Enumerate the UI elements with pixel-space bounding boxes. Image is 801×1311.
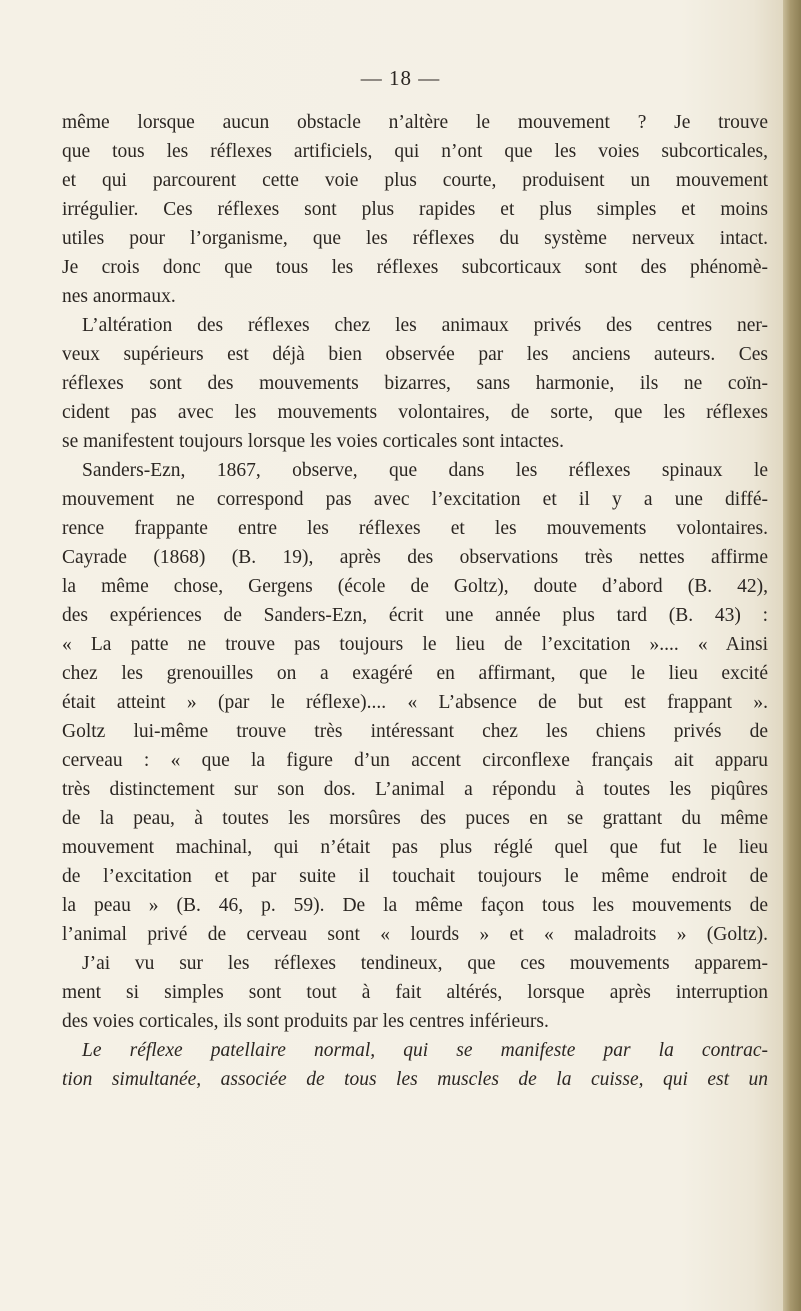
text-line: de l’excitation et par suite il touchait toujours le même endroit de [62,866,768,887]
text-line: se manifestent toujours lorsque les voies corticales sont intactes. [62,431,565,452]
text-line: des expériences de Sanders-Ezn, écrit une année plus tard (B. 43) : [62,605,768,626]
text-line: Goltz lui-même trouve très intéressant chez les chiens privés de [62,721,768,742]
text-line: Je crois donc que tous les réflexes subcorticaux sont des phénomè- [62,257,768,278]
text-line: réflexes sont des mouvements bizarres, sans harmonie, ils ne coïn- [62,373,768,394]
text-line: mouvement machinal, qui n’était pas plus réglé quel que fut le lieu [62,837,768,858]
text-line: que tous les réflexes artificiels, qui n’ont que les voies subcorticales, [62,141,768,162]
text-line: même lorsque aucun obstacle n’altère le mouvement ? Je trouve [62,112,768,133]
text-line: L’altération des réflexes chez les animaux privés des centres ner- [82,315,768,336]
text-line: tion simultanée, associée de tous les muscles de la cuisse, qui est un [62,1069,768,1090]
page-number: — 18 — [360,66,441,90]
body-text [62,108,768,1094]
text-line: « La patte ne trouve pas toujours le lieu de l’excitation ».... « Ainsi [62,634,768,655]
text-line: cident pas avec les mouvements volontaires, de sorte, que les réflexes [62,402,768,423]
text-line: mouvement ne correspond pas avec l’excitation et il y a une diffé- [62,489,768,510]
text-line: des voies corticales, ils sont produits par les centres inférieurs. [62,1011,549,1032]
text-line: l’animal privé de cerveau sont « lourds » et « maladroits » (Goltz). [62,924,768,945]
text-line: ment si simples sont tout à fait altérés, lorsque après interruption [62,982,768,1003]
text-line: veux supérieurs est déjà bien observée par les anciens auteurs. Ces [62,344,768,365]
text-line: utiles pour l’organisme, que les réflexes du système nerveux intact. [62,228,768,249]
text-line: la même chose, Gergens (école de Goltz), doute d’abord (B. 42), [62,576,768,597]
text-line: Cayrade (1868) (B. 19), après des observations très nettes affirme [62,547,768,568]
text-line: de la peau, à toutes les morsûres des puces en se grattant du même [62,808,768,829]
text-line: et qui parcourent cette voie plus courte, produisent un mouvement [62,170,768,191]
text-line: nes anormaux. [62,286,176,307]
text-line: chez les grenouilles on a exagéré en affirmant, que le lieu excité [62,663,768,684]
text-line: était atteint » (par le réflexe).... « L’absence de but est frappant ». [62,692,768,713]
text-line: très distinctement sur son dos. L’animal a répondu à toutes les piqûres [62,779,768,800]
text-line: irrégulier. Ces réflexes sont plus rapides et plus simples et moins [62,199,768,220]
page-edge [783,0,801,1311]
text-line: cerveau : « que la figure d’un accent circonflexe français ait apparu [62,750,768,771]
text-line: Sanders-Ezn, 1867, observe, que dans les réflexes spinaux le [82,460,768,481]
text-line: J’ai vu sur les réflexes tendineux, que ces mouvements apparem- [82,953,768,974]
text-line: rence frappante entre les réflexes et les mouvements volontaires. [62,518,768,539]
text-line: la peau » (B. 46, p. 59). De la même façon tous les mouvements de [62,895,768,916]
text-line: Le réflexe patellaire normal, qui se manifeste par la contrac- [82,1040,768,1061]
